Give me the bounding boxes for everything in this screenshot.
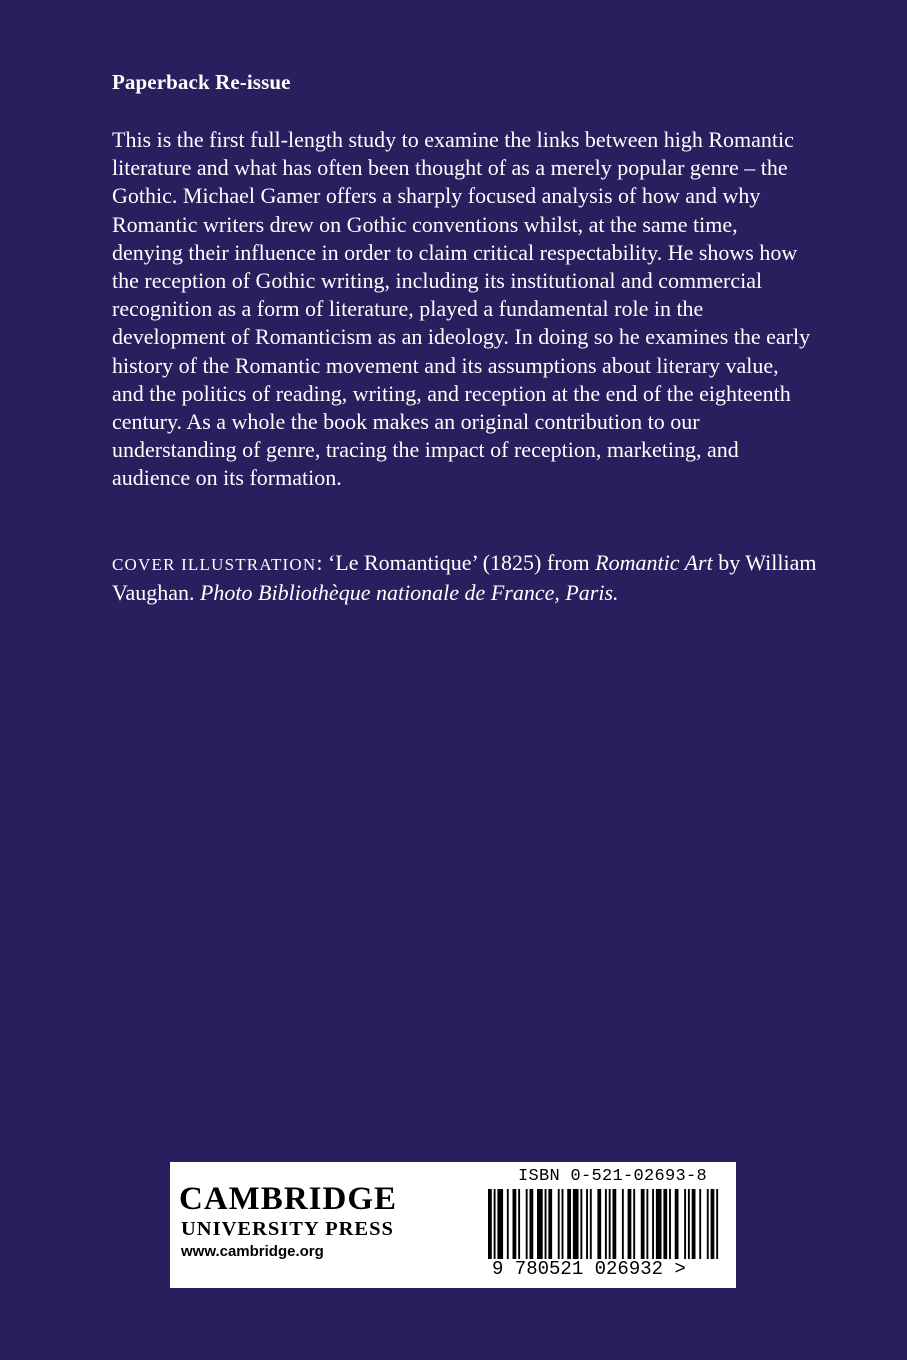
barcode-bar — [545, 1189, 547, 1259]
barcode-bar — [612, 1189, 616, 1259]
barcode-bar — [530, 1189, 534, 1259]
barcode-bar — [590, 1189, 592, 1259]
cover-credit — [112, 549, 832, 607]
ean-digits: 9 780521 026932 > — [492, 1258, 686, 1280]
credit-separator: : — [316, 550, 328, 575]
barcode-bar — [716, 1189, 718, 1259]
barcode — [488, 1189, 720, 1259]
barcode-bar — [558, 1189, 560, 1259]
credit-book-title: Romantic Art — [595, 550, 713, 575]
credit-author: by William Vaughan. — [112, 550, 817, 605]
barcode-bar — [507, 1189, 509, 1259]
barcode-bar — [548, 1189, 552, 1259]
heading: Paperback Re-issue — [112, 70, 291, 94]
barcode-bar — [573, 1189, 579, 1259]
credit-photo: Photo Bibliothèque nationale de France, Paris. — [199, 580, 619, 605]
barcode-bar — [526, 1189, 528, 1259]
barcode-bar — [513, 1189, 517, 1259]
barcode-bar — [656, 1189, 662, 1259]
publisher-barcode-panel — [170, 1162, 736, 1288]
credit-label: COVER ILLUSTRATION — [112, 555, 317, 574]
barcode-bar — [692, 1189, 696, 1259]
publisher-url: www.cambridge.org — [181, 1243, 324, 1260]
barcode-bar — [688, 1189, 690, 1259]
barcode-bar — [562, 1189, 564, 1259]
barcode-bar — [699, 1189, 701, 1259]
barcode-bar — [605, 1189, 607, 1259]
barcode-bar — [711, 1189, 715, 1259]
barcode-bar — [663, 1189, 667, 1259]
barcode-bar — [628, 1189, 632, 1259]
barcode-bar — [494, 1189, 496, 1259]
barcode-bar — [641, 1189, 645, 1259]
barcode-bar — [707, 1189, 709, 1259]
barcode-bar — [497, 1189, 503, 1259]
barcode-bar — [652, 1189, 654, 1259]
barcode-bar — [580, 1189, 582, 1259]
barcode-bar — [675, 1189, 679, 1259]
isbn-label: ISBN 0-521-02693-8 — [518, 1167, 708, 1186]
credit-title: ‘Le Romantique’ (1825) from — [327, 550, 596, 575]
barcode-bar — [586, 1189, 588, 1259]
publisher-logo-name: CAMBRIDGE — [179, 1181, 398, 1217]
barcode-bar — [488, 1189, 492, 1259]
publisher-logo-sub: UNIVERSITY PRESS — [181, 1218, 394, 1240]
barcode-bar — [597, 1189, 601, 1259]
barcode-bar — [646, 1189, 648, 1259]
barcode-bar — [684, 1189, 686, 1259]
barcode-bar — [609, 1189, 611, 1259]
barcode-bar — [518, 1189, 520, 1259]
blurb-text: This is the first full-length study to examine the links between high Romantic literature and what has often been thought of as a merely popular genre – the Gothic. Michael Gamer offers a sharply focused analysis of how and why Romantic writers drew on Gothic conventions whilst, at the same time, denying their influence in order to claim critical respectability. He shows how the reception of Gothic writing, including its institutional and commercial recognition as a form of literature, played a fundamental role in the development of Romanticism as an ideology. In doing so he examines the early history of the Romantic movement and its assumptions about literary value, and the politics of reading, writing, and reception at the end of the eighteenth century. As a whole the book makes an original contribution to our understanding of genre, tracing the impact of reception, marketing, and audience on its formation. — [112, 127, 811, 491]
barcode-bar — [633, 1189, 635, 1259]
barcode-bar — [567, 1189, 571, 1259]
barcode-bar — [669, 1189, 671, 1259]
barcode-bar — [622, 1189, 624, 1259]
barcode-bar — [537, 1189, 543, 1259]
